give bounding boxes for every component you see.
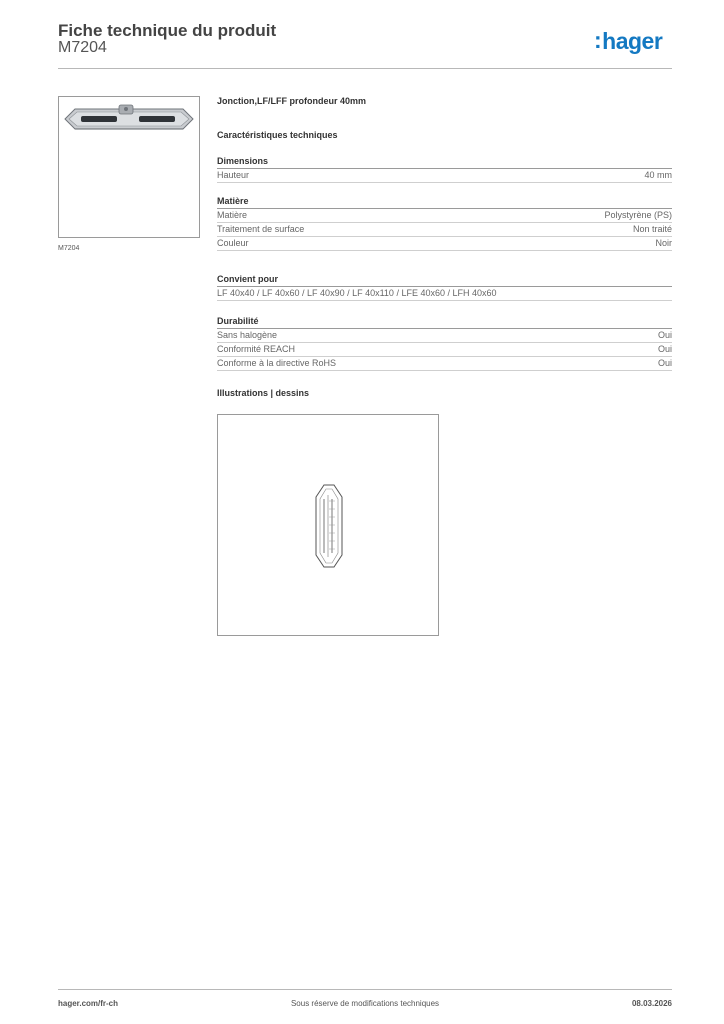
section-compatible [217, 273, 672, 301]
spec-value: Oui [657, 358, 672, 368]
footer-divider [58, 989, 672, 990]
product-photo [58, 96, 200, 238]
spec-value: Polystyrène (PS) [604, 210, 672, 220]
spec-row [217, 169, 672, 183]
spec-row [217, 329, 672, 343]
spec-value: 40 mm [644, 170, 672, 180]
technical-drawing-icon [218, 415, 438, 635]
spec-value: Noir [655, 238, 672, 248]
spec-row [217, 223, 672, 237]
spec-value: Oui [657, 330, 672, 340]
product-name: Jonction,LF/LFF profondeur 40mm [217, 96, 366, 106]
footer-date: 08.03.2026 [631, 999, 672, 1008]
section-dimensions [217, 155, 672, 183]
spec-row [217, 209, 672, 223]
spec-label: LF 40x40 / LF 40x60 / LF 40x90 / LF 40x110 / LFE 40x60 / LFH 40x60 [217, 288, 497, 298]
section-title: Convient pour [217, 273, 672, 287]
page-title: Fiche technique du produit [58, 21, 277, 40]
product-photo-icon [59, 97, 199, 237]
spec-label: Hauteur [217, 170, 250, 180]
spec-row [217, 237, 672, 251]
section-material [217, 195, 672, 251]
technical-drawing [217, 414, 439, 636]
spec-content [217, 95, 672, 399]
illustrations-title: Illustrations | dessins [217, 388, 310, 398]
spec-label: Conformité REACH [217, 344, 296, 354]
section-durability [217, 315, 672, 371]
logo-text: hager [602, 28, 663, 54]
spec-value: Non traité [632, 224, 672, 234]
spec-label: Traitement de surface [217, 224, 305, 234]
spec-row [217, 357, 672, 371]
spec-label: Couleur [217, 238, 249, 248]
photo-caption: M7204 [58, 245, 80, 252]
footer-notice: Sous réserve de modifications techniques [290, 999, 440, 1008]
section-title: Dimensions [217, 155, 672, 169]
spec-row [217, 343, 672, 357]
section-title: Durabilité [217, 315, 672, 329]
section-title: Matière [217, 195, 672, 209]
spec-label: Conforme à la directive RoHS [217, 358, 337, 368]
hager-logo: :hager [594, 27, 663, 54]
product-reference: M7204 [58, 39, 107, 56]
footer-website: hager.com/fr-ch [58, 999, 119, 1008]
header-divider [58, 68, 672, 69]
spec-label: Sans halogène [217, 330, 278, 340]
technical-characteristics-title: Caractéristiques techniques [217, 130, 338, 140]
spec-label: Matière [217, 210, 248, 220]
spec-row [217, 287, 672, 301]
spec-value: Oui [657, 344, 672, 354]
